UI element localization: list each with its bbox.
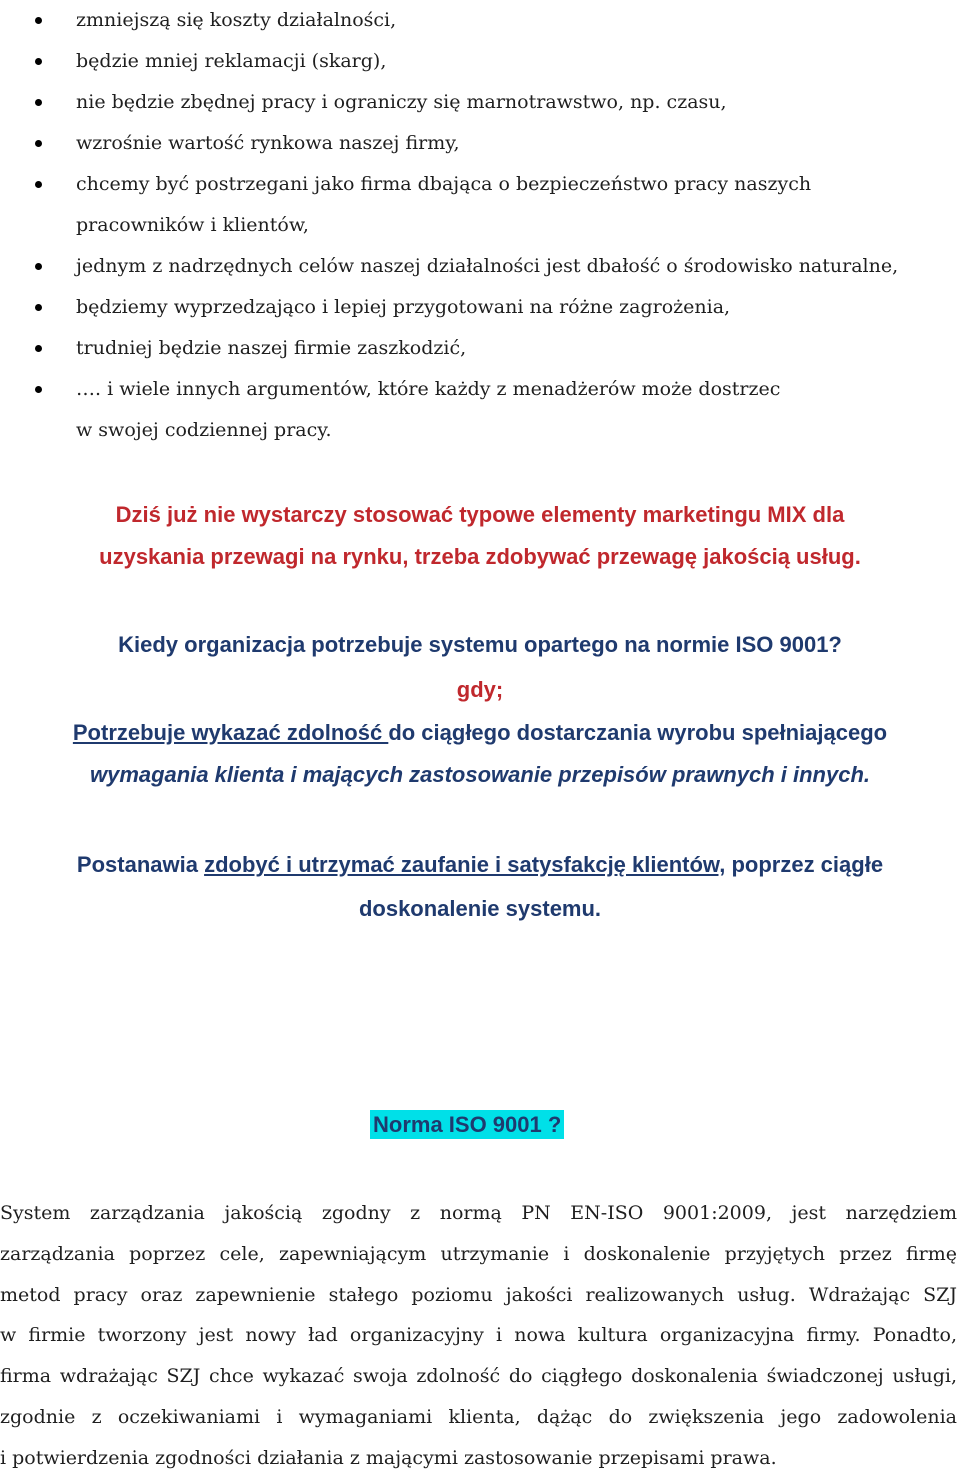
list-item-text: nie będzie zbędnej pracy i ograniczy się marnotrawstwo, np. czasu,	[76, 91, 727, 113]
list-item	[0, 41, 960, 82]
list-item-text: będzie mniej reklamacji (skarg),	[76, 50, 387, 72]
needs-rest: do ciągłego dostarczania wyrobu spełniającego	[388, 720, 888, 745]
bullet-icon	[35, 58, 42, 65]
decides-line-2: doskonalenie systemu.	[358, 896, 602, 921]
list-item-text: zmniejszą się koszty działalności,	[76, 9, 397, 31]
paragraph-line: zgodnie z oczekiwaniami i wymaganiami klienta, dążąc do zwiększenia jego zadowolenia	[0, 1405, 957, 1428]
iso-question-heading: Kiedy organizacja potrzebuje systemu opartego na normie ISO 9001?	[118, 632, 842, 657]
list-item-text: chcemy być postrzegani jako firma dbająca o bezpieczeństwo pracy naszych	[76, 173, 812, 195]
bullet-icon	[35, 99, 42, 106]
list-item	[0, 82, 960, 123]
list-item-text: będziemy wyprzedzająco i lepiej przygotowani na różne zagrożenia,	[76, 296, 731, 318]
decides-suffix: poprzez ciągłe	[725, 852, 884, 877]
bullet-icon	[35, 345, 42, 352]
list-item	[0, 0, 960, 41]
list-item-text: trudniej będzie naszej firmie zaszkodzić,	[76, 337, 467, 359]
paragraph-line: w firmie tworzony jest nowy ład organizacyjny i nowa kultura organizacyjna firmy. Ponadto,	[0, 1324, 957, 1347]
decides-line-1	[0, 851, 960, 879]
list-item	[0, 328, 960, 369]
needs-underlined: Potrzebuje wykazać zdolność	[72, 720, 389, 745]
decides-prefix: Postanawia	[76, 852, 205, 877]
list-item	[0, 369, 960, 451]
bullet-icon	[35, 181, 42, 188]
paragraph-line: i potwierdzenia zgodności działania z mającymi zastosowanie przepisami prawa.	[0, 1446, 777, 1469]
list-item-text: wzrośnie wartość rynkowa naszej firmy,	[76, 132, 460, 154]
bullet-icon	[35, 17, 42, 24]
list-item	[0, 246, 960, 287]
list-item-text-continued: w swojej codziennej pracy.	[76, 419, 332, 441]
mix-statement-line-2: uzyskania przewagi na rynku, trzeba zdobywać przewagę jakością usług.	[99, 544, 861, 569]
bullet-icon	[35, 140, 42, 147]
needs-line-2: wymagania klienta i mających zastosowanie przepisów prawnych i innych.	[89, 762, 871, 787]
list-item	[0, 123, 960, 164]
decides-underlined: zdobyć i utrzymać zaufanie i satysfakcję klientów,	[204, 852, 726, 877]
paragraph-line: metod pracy oraz zapewnienie stałego poziomu jakości realizowanych usług. Wdrażając SZJ	[0, 1283, 957, 1306]
benefits-list	[0, 0, 960, 451]
list-item	[0, 164, 960, 246]
paragraph-line: System zarządzania jakością zgodny z normą PN EN-ISO 9001:2009, jest narzędziem	[0, 1202, 957, 1224]
bullet-icon	[35, 304, 42, 311]
paragraph-line: zarządzania poprzez cele, zapewniającym utrzymanie i doskonalenie przyjętych przez firmę	[0, 1242, 957, 1265]
needs-line-1	[0, 719, 960, 747]
bullet-icon	[35, 386, 42, 393]
list-item-text-continued: pracowników i klientów,	[76, 214, 309, 236]
list-item-text: …. i wiele innych argumentów, które każdy z menadżerów może dostrzec	[76, 378, 781, 400]
list-item	[0, 287, 960, 328]
list-item-text: jednym z nadrzędnych celów naszej działalności jest dbałość o środowisko naturalne,	[76, 255, 899, 277]
body-paragraph	[0, 1193, 957, 1479]
bullet-icon	[35, 263, 42, 270]
paragraph-line: firma wdrażając SZJ chce wykazać swoja zdolność do ciągłego doskonalenia świadczonej usługi,	[0, 1365, 957, 1388]
norma-heading: Norma ISO 9001 ?	[370, 1110, 564, 1139]
mix-statement-line-1: Dziś już nie wystarczy stosować typowe elementy marketingu MIX dla	[115, 502, 845, 527]
gdy-label: gdy;	[456, 677, 504, 702]
